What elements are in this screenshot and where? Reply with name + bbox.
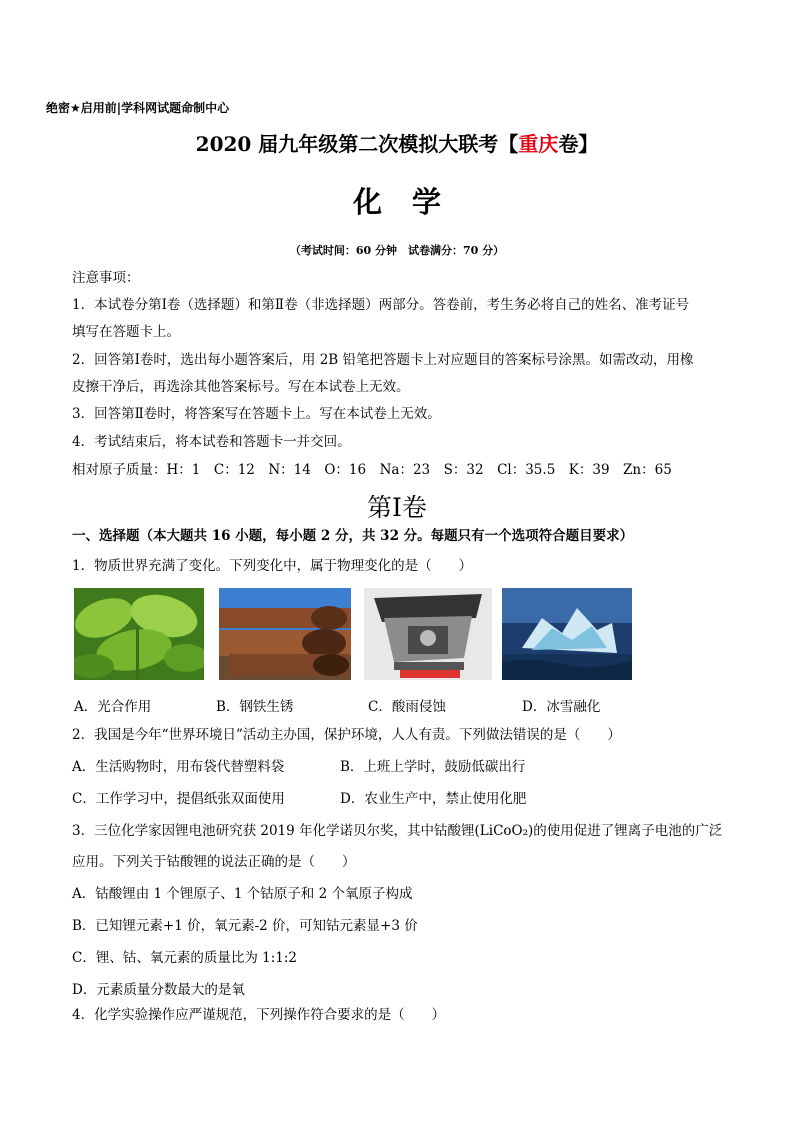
note-line: 1．本试卷分第Ⅰ卷（选择题）和第Ⅱ卷（非选择题）两部分。答卷前，考生务必将自己的姓名、准考证号 xyxy=(72,297,690,313)
option-d[interactable]: D．元素质量分数最大的是氧 xyxy=(72,982,245,998)
notes-heading: 注意事项： xyxy=(72,270,140,286)
exam-info: （考试时间：60 分钟 试卷满分：70 分） xyxy=(289,244,505,257)
melting-ice-image xyxy=(502,588,632,680)
question-1-stem: 1．物质世界充满了变化。下列变化中，属于物理变化的是（ ） xyxy=(72,558,473,574)
secret-label: 绝密★启用前|学科网试题命制中心 xyxy=(46,101,230,115)
option-b[interactable]: B．已知锂元素+1 价，氧元素-2 价，可知钴元素显+3 价 xyxy=(72,918,418,934)
option-b[interactable]: B．上班上学时，鼓励低碳出行 xyxy=(340,759,526,775)
atomic-mass-line: 相对原子质量：H：1 C：12 N：14 O：16 Na：23 S：32 Cl：35.5 K：39 Zn：65 xyxy=(72,462,672,478)
part-one-heading: 一、选择题（本大题共 16 小题，每小题 2 分，共 32 分。每题只有一个选项符合题目要求） xyxy=(72,528,634,544)
question-1-options xyxy=(72,695,732,713)
option-c[interactable]: C．工作学习中，提倡纸张双面使用 xyxy=(72,791,285,807)
option-c[interactable]: C．锂、钴、氧元素的质量比为 1:1:2 xyxy=(72,950,297,966)
acid-rain-statue-image xyxy=(364,588,492,680)
option-d[interactable]: D．农业生产中，禁止使用化肥 xyxy=(340,791,527,807)
question-3-stem-line-1: 3．三位化学家因锂电池研究获 2019 年化学诺贝尔奖，其中钴酸锂(LiCoO₂)的使用促进了锂离子电池的广泛 xyxy=(72,823,723,839)
title-tail: 卷】 xyxy=(558,132,599,156)
note-line: 填写在答题卡上。 xyxy=(72,324,180,340)
question-1-images xyxy=(74,588,634,680)
note-line: 4．考试结束后，将本试卷和答题卡一并交回。 xyxy=(72,434,351,450)
photosynthesis-image xyxy=(74,588,204,680)
option-d[interactable]: D．冰雪融化 xyxy=(522,699,601,715)
question-2-stem: 2．我国是今年“世界环境日”活动主办国，保护环境，人人有责。下列做法错误的是（ ） xyxy=(72,727,621,743)
note-line: 皮擦干净后，再选涂其他答案标号。写在本试卷上无效。 xyxy=(72,379,410,395)
option-a[interactable]: A．生活购物时，用布袋代替塑料袋 xyxy=(72,759,285,775)
subject-title: 化学 xyxy=(352,185,471,219)
section-title: 第Ⅰ卷 xyxy=(367,493,427,522)
option-c[interactable]: C．酸雨侵蚀 xyxy=(368,699,446,715)
title-main: 2020 届九年级第二次模拟大联考【 xyxy=(195,132,519,156)
exam-title xyxy=(0,128,794,157)
option-a[interactable]: A．钴酸锂由 1 个锂原子、1 个钴原子和 2 个氧原子构成 xyxy=(72,886,413,902)
option-b[interactable]: B．钢铁生锈 xyxy=(216,699,294,715)
rusty-pipes-image xyxy=(219,588,351,680)
question-3-stem-line-2: 应用。下列关于钴酸锂的说法正确的是（ ） xyxy=(72,854,356,870)
note-line: 3．回答第Ⅱ卷时，将答案写在答题卡上。写在本试卷上无效。 xyxy=(72,406,441,422)
note-line: 2．回答第Ⅰ卷时，选出每小题答案后，用 2B 铅笔把答题卡上对应题目的答案标号涂黑。如需改动，用橡 xyxy=(72,352,694,368)
question-4-stem: 4．化学实验操作应严谨规范，下列操作符合要求的是（ ） xyxy=(72,1007,446,1023)
title-region: 重庆 xyxy=(518,132,559,156)
option-a[interactable]: A．光合作用 xyxy=(74,699,152,715)
